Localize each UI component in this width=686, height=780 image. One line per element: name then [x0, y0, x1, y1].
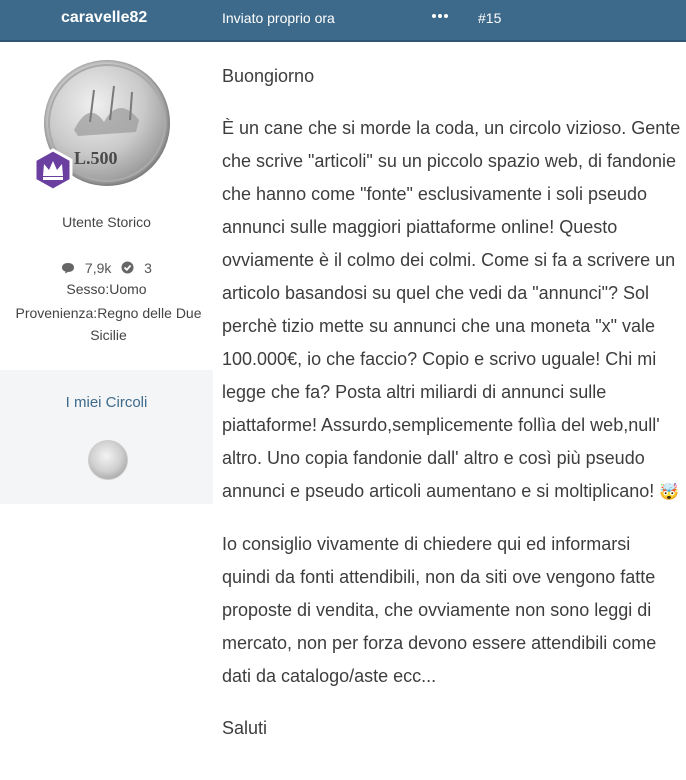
post-content — [222, 60, 682, 764]
author-username[interactable]: caravelle82 — [61, 9, 148, 26]
check-circle-icon — [121, 260, 138, 276]
post-closing: Saluti — [222, 718, 268, 738]
author-location: Provenienza:Regno delle Due Sicilie — [15, 305, 202, 343]
exploding-head-emoji-icon: 🤯 — [659, 484, 680, 501]
author-gender: Sesso:Uomo — [66, 281, 147, 297]
post-number[interactable]: #15 — [478, 10, 502, 26]
comment-icon — [61, 260, 79, 276]
more-dots-icon[interactable] — [432, 8, 448, 18]
my-circles-panel — [0, 370, 213, 504]
author-sidebar — [0, 42, 213, 780]
posts-count[interactable]: 7,9k — [84, 260, 112, 276]
circle-coin-icon[interactable] — [88, 440, 128, 480]
user-rank-title: Utente Storico — [62, 214, 151, 230]
post-greeting: Buongiorno — [222, 66, 315, 86]
reputation-count[interactable]: 3 — [144, 260, 152, 276]
post-paragraph — [222, 112, 682, 509]
post-timestamp[interactable]: Inviato proprio ora — [222, 10, 335, 26]
crown-badge-icon — [31, 148, 75, 192]
post-paragraph-text: È un cane che si morde la coda, un circolo vizioso. Gente che scrive "articoli" su un piccolo spazio web, di fandonie che hanno come "fonte" esclusivamente i soli pseudo annunci sulle maggiori piattaforme online! Questo ovviamente è il colmo dei colmi. Come si fa a scrivere un articolo basandosi su quel che vedi da "annunci"? Sol perchè tizio mette su annunci che una moneta "x" vale 100.000€, io che faccio? Copio e scrivo uguale! Chi mi legge che fa? Posta altri miliardi di annunci sulle piattaforme! Assurdo,semplicemente follìa del web,null' altro. Uno copia fandonie dall' altro e così più pseudo annunci e pseudo articoli aumentano e si moltiplicano! — [222, 118, 681, 501]
author-stats — [0, 260, 213, 276]
avatar-coin-text: L.500 — [74, 148, 118, 168]
post-header — [0, 0, 686, 42]
post-paragraph: Io consiglio vivamente di chiedere qui ed informarsi quindi da fonti attendibili, non da siti ove vengono fatte proposte di vendita, che ovviamente non sono leggi di mercato, non per forza devono essere attendibili come dati da catalogo/aste ecc... — [222, 534, 657, 686]
my-circles-link[interactable]: I miei Circoli — [65, 394, 148, 411]
